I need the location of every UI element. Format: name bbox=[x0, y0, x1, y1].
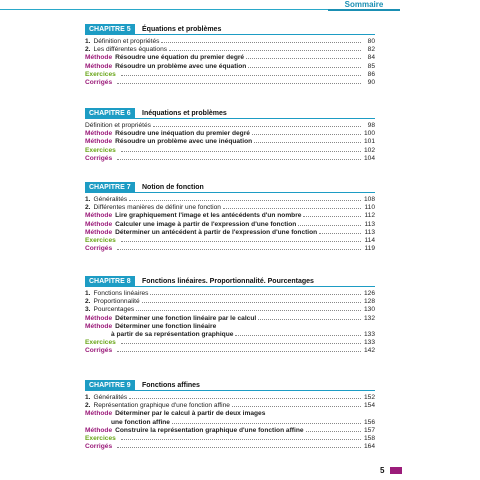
entry-kind: Méthode bbox=[85, 212, 113, 220]
entry-text: à partir de sa représentation graphique bbox=[111, 330, 234, 338]
entry-text: Les différentes équations bbox=[93, 46, 168, 54]
entry-page-number: 126 bbox=[363, 290, 375, 297]
toc-entry[interactable] bbox=[85, 237, 375, 245]
chapter-section bbox=[85, 380, 375, 451]
toc-entry[interactable] bbox=[85, 339, 375, 347]
entry-list bbox=[85, 38, 375, 87]
dot-leader bbox=[169, 46, 361, 51]
chapter-title: Fonctions linéaires. Proportionnalité. Pourcentages bbox=[142, 278, 314, 285]
entry-kind: Méthode bbox=[85, 410, 113, 418]
entry-page-number: 100 bbox=[363, 130, 375, 138]
toc-entry[interactable] bbox=[85, 138, 375, 146]
title-underline bbox=[328, 9, 400, 11]
entry-kind: Méthode bbox=[85, 314, 113, 322]
toc-entry[interactable] bbox=[85, 122, 375, 130]
entry-page-number: 128 bbox=[363, 298, 375, 306]
entry-page-number: 90 bbox=[367, 78, 375, 86]
toc-entry[interactable] bbox=[85, 290, 375, 298]
entry-kind: Exercices bbox=[85, 339, 116, 347]
toc-entry[interactable] bbox=[85, 196, 375, 204]
entry-page-number: 154 bbox=[363, 402, 375, 410]
entry-text: Pourcentages bbox=[93, 306, 135, 314]
entry-text: Définition et propriétés bbox=[85, 122, 151, 129]
entry-number: 1. bbox=[85, 38, 91, 45]
entry-kind: Exercices bbox=[85, 434, 116, 442]
entry-number: 2. bbox=[85, 402, 91, 410]
entry-kind: Corrigés bbox=[85, 245, 113, 253]
dot-leader bbox=[258, 315, 361, 320]
toc-entry[interactable] bbox=[85, 410, 375, 418]
entry-page-number: 142 bbox=[363, 347, 375, 355]
toc-entry[interactable] bbox=[85, 419, 375, 427]
chapter-title: Équations et problèmes bbox=[142, 26, 222, 33]
entry-page-number: 133 bbox=[363, 330, 375, 338]
dot-leader bbox=[117, 79, 361, 84]
entry-page-number: 114 bbox=[364, 236, 375, 244]
entry-text: Résoudre une inéquation du premier degré bbox=[115, 130, 250, 138]
entry-text: Généralités bbox=[93, 196, 128, 203]
entry-number: 2. bbox=[85, 298, 91, 306]
entry-list bbox=[85, 196, 375, 253]
dot-leader bbox=[306, 427, 361, 432]
chapter-header bbox=[85, 108, 375, 119]
dot-leader bbox=[267, 410, 361, 415]
entry-page-number: 158 bbox=[363, 434, 375, 442]
entry-page-number: 156 bbox=[363, 418, 375, 426]
entry-kind: Corrigés bbox=[85, 154, 113, 162]
dot-leader bbox=[121, 71, 361, 76]
dot-leader bbox=[153, 122, 361, 127]
dot-leader bbox=[117, 155, 361, 160]
entry-page-number: 164 bbox=[363, 443, 375, 451]
entry-number: 2. bbox=[85, 204, 91, 212]
toc-entry[interactable] bbox=[85, 147, 375, 155]
entry-text: Proportionnalité bbox=[93, 298, 140, 306]
dot-leader bbox=[121, 237, 361, 242]
dot-leader bbox=[117, 245, 361, 250]
toc-entry[interactable] bbox=[85, 347, 375, 355]
page-number: 5 bbox=[380, 466, 385, 475]
entry-page-number: 108 bbox=[363, 196, 375, 203]
entry-page-number: 101 bbox=[363, 138, 375, 146]
entry-page-number: 152 bbox=[363, 394, 375, 401]
dot-leader bbox=[235, 331, 361, 336]
toc-entry[interactable] bbox=[85, 306, 375, 314]
chapter-label-badge: CHAPITRE 9 bbox=[85, 380, 135, 391]
entry-page-number: 102 bbox=[363, 146, 375, 154]
toc-entry[interactable] bbox=[85, 315, 375, 323]
chapter-label-badge: CHAPITRE 5 bbox=[85, 24, 135, 35]
entry-number: 3. bbox=[85, 306, 91, 314]
entry-kind: Méthode bbox=[85, 426, 113, 434]
entry-number: 1. bbox=[85, 394, 91, 401]
page-title: Sommaire bbox=[344, 0, 384, 9]
toc-entry[interactable] bbox=[85, 323, 375, 331]
entry-text: Généralités bbox=[93, 394, 128, 401]
toc-entry[interactable] bbox=[85, 331, 375, 339]
dot-leader bbox=[223, 204, 361, 209]
entry-text: une fonction affine bbox=[111, 418, 170, 426]
entry-kind: Corrigés bbox=[85, 347, 113, 355]
entry-kind: Méthode bbox=[85, 138, 113, 146]
entry-list bbox=[85, 122, 375, 163]
entry-text: Construire la représentation graphique d'une fonction affine bbox=[115, 426, 304, 434]
top-bar bbox=[0, 0, 480, 14]
entry-text: Représentation graphique d'une fonction affine bbox=[93, 402, 230, 410]
entry-page-number: 113 bbox=[364, 220, 375, 228]
entry-page-number: 104 bbox=[363, 154, 375, 162]
entry-page-number: 112 bbox=[364, 212, 375, 220]
entry-text: Résoudre un problème avec une inéquation bbox=[115, 138, 253, 146]
entry-list bbox=[85, 394, 375, 451]
entry-kind: Méthode bbox=[85, 130, 113, 138]
dot-leader bbox=[248, 63, 361, 68]
entry-kind: Exercices bbox=[85, 146, 116, 154]
dot-leader bbox=[246, 54, 361, 59]
entry-page-number: 132 bbox=[363, 314, 375, 322]
dot-leader bbox=[117, 347, 361, 352]
entry-page-number: 86 bbox=[367, 70, 375, 78]
entry-page-number: 82 bbox=[367, 46, 375, 54]
chapter-section bbox=[85, 276, 375, 356]
dot-leader bbox=[218, 323, 361, 328]
dot-leader bbox=[319, 229, 361, 234]
entry-kind: Exercices bbox=[85, 236, 116, 244]
dot-leader bbox=[136, 306, 361, 311]
toc-entry[interactable] bbox=[85, 245, 375, 253]
dot-leader bbox=[150, 290, 361, 295]
entry-text: Déterminer par le calcul à partir de deux images bbox=[115, 410, 266, 418]
toc-entry[interactable] bbox=[85, 212, 375, 220]
dot-leader bbox=[298, 221, 361, 226]
chapter-title: Inéquations et problèmes bbox=[142, 110, 227, 117]
entry-text: Calculer une image à partir de l'expression d'une fonction bbox=[115, 220, 297, 228]
entry-kind: Corrigés bbox=[85, 78, 113, 86]
toc-entry[interactable] bbox=[85, 54, 375, 62]
chapter-label-badge: CHAPITRE 7 bbox=[85, 182, 135, 193]
dot-leader bbox=[303, 212, 361, 217]
toc-entry[interactable] bbox=[85, 229, 375, 237]
entry-kind: Méthode bbox=[85, 220, 113, 228]
entry-page-number: 110 bbox=[364, 204, 375, 212]
chapter-title: Fonctions affines bbox=[142, 382, 200, 389]
entry-number: 2. bbox=[85, 46, 91, 54]
toc-entry[interactable] bbox=[85, 427, 375, 435]
entry-number: 1. bbox=[85, 196, 91, 203]
toc-entry[interactable] bbox=[85, 46, 375, 54]
dot-leader bbox=[117, 443, 361, 448]
entry-kind: Méthode bbox=[85, 54, 113, 62]
entry-text: Définition et propriétés bbox=[93, 38, 160, 45]
entry-kind: Exercices bbox=[85, 70, 116, 78]
toc-entry[interactable] bbox=[85, 71, 375, 79]
chapter-label-badge: CHAPITRE 6 bbox=[85, 108, 135, 119]
entry-kind: Méthode bbox=[85, 228, 113, 236]
entry-kind: Corrigés bbox=[85, 443, 113, 451]
entry-page-number: 119 bbox=[364, 245, 375, 253]
toc-entry[interactable] bbox=[85, 394, 375, 402]
entry-kind: Méthode bbox=[85, 62, 113, 70]
entry-list bbox=[85, 290, 375, 356]
chapter-header bbox=[85, 182, 375, 193]
entry-page-number: 84 bbox=[367, 54, 375, 62]
toc-entry[interactable] bbox=[85, 221, 375, 229]
dot-leader bbox=[121, 339, 361, 344]
entry-text: Déterminer une fonction linéaire par le calcul bbox=[115, 314, 257, 322]
dot-leader bbox=[121, 147, 361, 152]
toc-entry[interactable] bbox=[85, 402, 375, 410]
toc-entry[interactable] bbox=[85, 63, 375, 71]
toc-entry[interactable] bbox=[85, 204, 375, 212]
dot-leader bbox=[252, 130, 361, 135]
toc-entry[interactable] bbox=[85, 298, 375, 306]
chapter-label-badge: CHAPITRE 8 bbox=[85, 276, 135, 287]
chapter-header bbox=[85, 276, 375, 287]
entry-text: Résoudre un problème avec une équation bbox=[115, 62, 247, 70]
toc-entry[interactable] bbox=[85, 79, 375, 87]
toc-entry[interactable] bbox=[85, 443, 375, 451]
entry-text: Fonctions linéaires bbox=[93, 290, 149, 297]
toc-entry[interactable] bbox=[85, 130, 375, 138]
entry-text: Déterminer un antécédent à partir de l'expression d'une fonction bbox=[115, 228, 318, 236]
entry-page-number: 133 bbox=[363, 339, 375, 347]
toc-entry[interactable] bbox=[85, 155, 375, 163]
entry-text: Lire graphiquement l'image et les antécédents d'un nombre bbox=[115, 212, 302, 220]
entry-kind: Méthode bbox=[85, 322, 113, 330]
dot-leader bbox=[129, 196, 361, 201]
entry-page-number: 130 bbox=[363, 306, 375, 314]
dot-leader bbox=[142, 298, 361, 303]
chapter-title: Notion de fonction bbox=[142, 184, 204, 191]
entry-number: 1. bbox=[85, 290, 91, 297]
entry-text: Différentes manières de définir une fonction bbox=[93, 204, 221, 212]
chapter-section bbox=[85, 108, 375, 163]
page-number-bar bbox=[390, 467, 402, 474]
chapter-header bbox=[85, 24, 375, 35]
dot-leader bbox=[161, 38, 361, 43]
dot-leader bbox=[232, 402, 361, 407]
chapter-section bbox=[85, 182, 375, 253]
entry-page-number: 98 bbox=[367, 122, 375, 129]
entry-page-number: 80 bbox=[367, 38, 375, 45]
dot-leader bbox=[254, 138, 361, 143]
dot-leader bbox=[172, 419, 361, 424]
chapter-header bbox=[85, 380, 375, 391]
toc-entry[interactable] bbox=[85, 435, 375, 443]
entry-text: Résoudre une équation du premier degré bbox=[115, 54, 245, 62]
entry-page-number: 85 bbox=[367, 62, 375, 70]
entry-page-number: 113 bbox=[364, 228, 375, 236]
entry-text: Déterminer une fonction linéaire bbox=[115, 322, 217, 330]
dot-leader bbox=[121, 435, 361, 440]
toc-entry[interactable] bbox=[85, 38, 375, 46]
chapter-section bbox=[85, 24, 375, 87]
dot-leader bbox=[129, 394, 361, 399]
entry-page-number: 157 bbox=[363, 426, 375, 434]
